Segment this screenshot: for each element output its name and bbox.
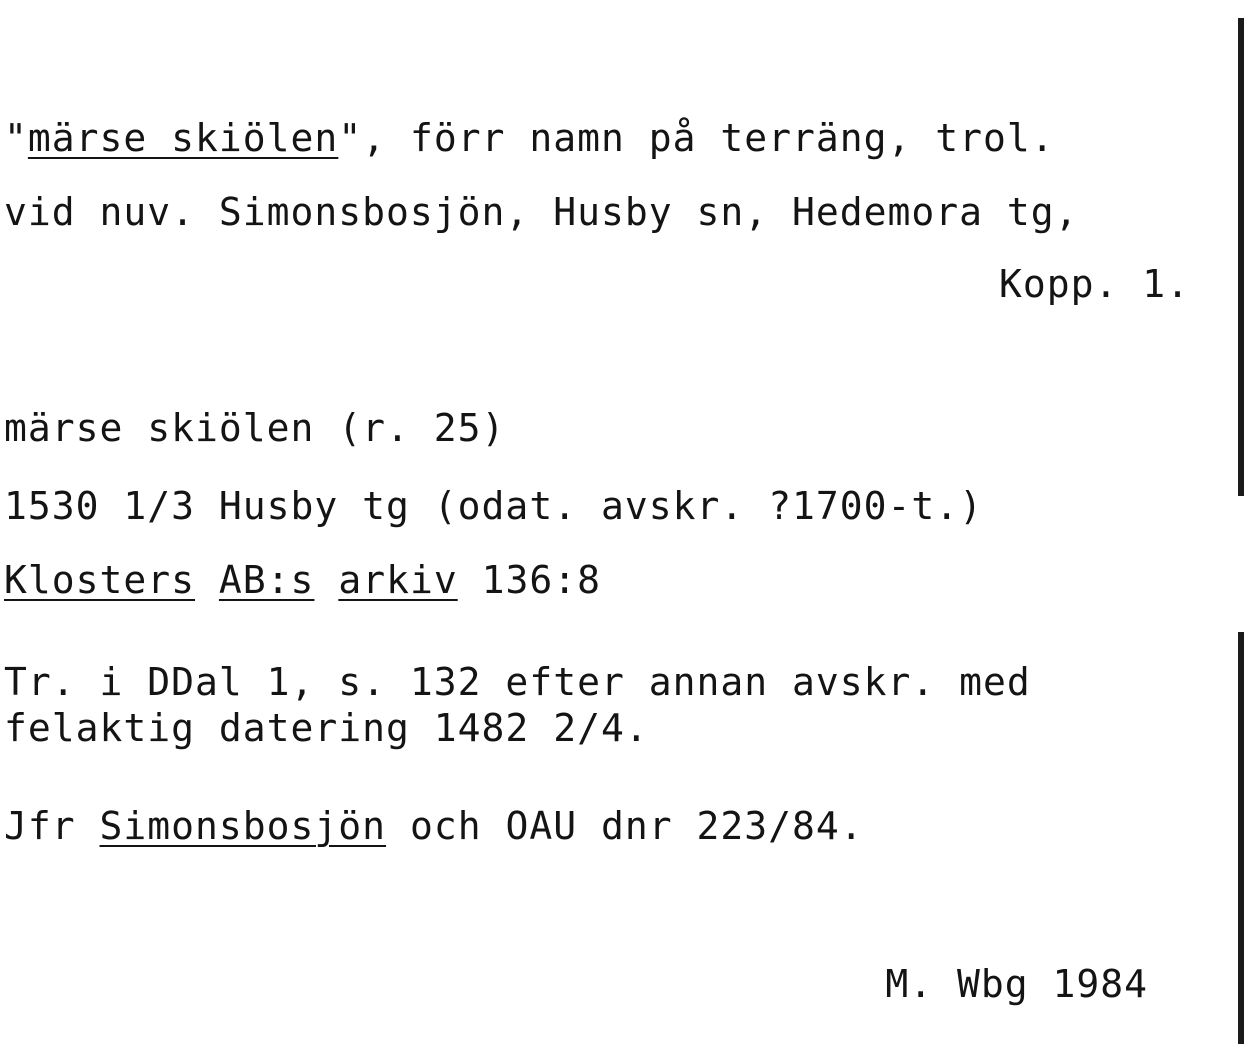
- entry-date-line: 1530 1/3 Husby tg (odat. avskr. ?1700-t.): [4, 484, 983, 528]
- place-name-term: märse skiölen: [27, 116, 339, 160]
- header-line-2: vid nuv. Simonsbosjön, Husby sn, Hedemora tg,: [4, 190, 1079, 234]
- print-note-line-1: Tr. i DDal 1, s. 132 efter annan avskr. med: [4, 660, 1031, 704]
- entry-form: märse skiölen (r. 25): [4, 406, 506, 450]
- header-line-1: [4, 116, 1055, 160]
- archive-part-3: arkiv: [338, 558, 458, 602]
- archive-part-4: 136:8: [481, 558, 601, 602]
- signature: M. Wbg 1984: [885, 962, 1148, 1006]
- header-line-1-rest: ", förr namn på terräng, trol.: [338, 116, 1055, 160]
- reference-suffix: och OAU dnr 223/84.: [386, 804, 864, 848]
- open-quote: ": [4, 116, 28, 160]
- print-note-line-2: felaktig datering 1482 2/4.: [4, 706, 649, 750]
- archive-part-1: Klosters: [4, 558, 196, 602]
- header-line-3: Kopp. 1.: [998, 262, 1190, 306]
- entry-archive: [4, 558, 601, 602]
- card-edge-bottom: [1238, 632, 1244, 1044]
- reference-link: Simonsbosjön: [99, 804, 387, 848]
- archive-part-2: AB:s: [218, 558, 315, 602]
- reference-line: [4, 804, 864, 848]
- card-edge-top: [1238, 18, 1244, 496]
- reference-prefix: Jfr: [4, 804, 100, 848]
